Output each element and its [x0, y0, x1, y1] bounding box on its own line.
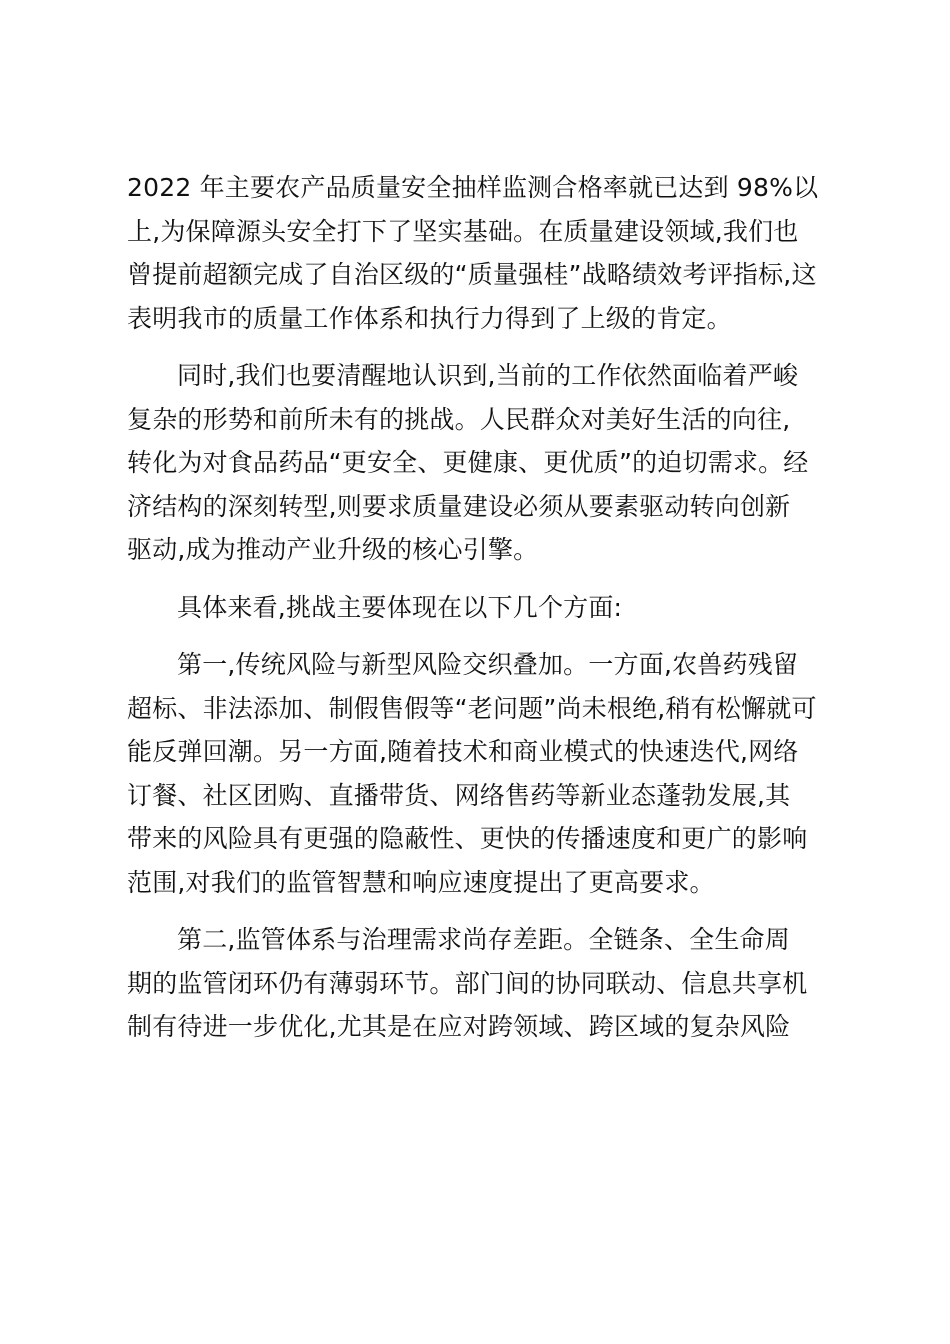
- paragraph-challenges-overview: [127, 354, 827, 572]
- text-line: 同时,我们也要清醒地认识到,当前的工作依然面临着严峻: [177, 361, 799, 390]
- text-line: 2022 年主要农产品质量安全抽样监测合格率就已达到 98%以: [127, 173, 819, 202]
- text-line: 曾提前超额完成了自治区级的“质量强桂”战略绩效考评指标,这: [127, 260, 817, 289]
- text-line: 第一,传统风险与新型风险交织叠加。一方面,农兽药残留: [177, 650, 799, 679]
- text-line: 制有待进一步优化,尤其是在应对跨领域、跨区域的复杂风险: [127, 1012, 791, 1041]
- paragraph-quality-results: [127, 166, 827, 340]
- document-body: [127, 166, 827, 1063]
- text-line: 转化为对食品药品“更安全、更健康、更优质”的迫切需求。经: [127, 448, 809, 477]
- text-line: 订餐、社区团购、直播带货、网络售药等新业态蓬勃发展,其: [127, 780, 791, 810]
- text-line: 表明我市的质量工作体系和执行力得到了上级的肯定。: [127, 303, 732, 333]
- text-line: 超标、非法添加、制假售假等“老问题”尚未根绝,稍有松懈就可: [127, 693, 817, 723]
- text-line: 第二,监管体系与治理需求尚存差距。全链条、全生命周: [177, 925, 790, 954]
- text-line: 济结构的深刻转型,则要求质量建设必须从要素驱动转向创新: [127, 491, 791, 521]
- text-line: 期的监管闭环仍有薄弱环节。部门间的协同联动、信息共享机: [127, 968, 808, 998]
- paragraph-challenge-first: [127, 643, 827, 904]
- text-line: 范围,对我们的监管智慧和响应速度提出了更高要求。: [127, 867, 715, 897]
- text-line: 复杂的形势和前所未有的挑战。人民群众对美好生活的向往,: [127, 404, 791, 434]
- text-line: 具体来看,挑战主要体现在以下几个方面:: [177, 592, 623, 622]
- text-line: 能反弹回潮。另一方面,随着技术和商业模式的快速迭代,网络: [127, 737, 799, 766]
- text-line: 上,为保障源头安全打下了坚实基础。在质量建设领域,我们也: [127, 216, 799, 246]
- paragraph-challenge-second: [127, 918, 827, 1049]
- text-line: 带来的风险具有更强的隐蔽性、更快的传播速度和更广的影响: [127, 824, 808, 853]
- paragraph-challenges-intro: [127, 586, 827, 630]
- text-line: 驱动,成为推动产业升级的核心引擎。: [127, 535, 539, 564]
